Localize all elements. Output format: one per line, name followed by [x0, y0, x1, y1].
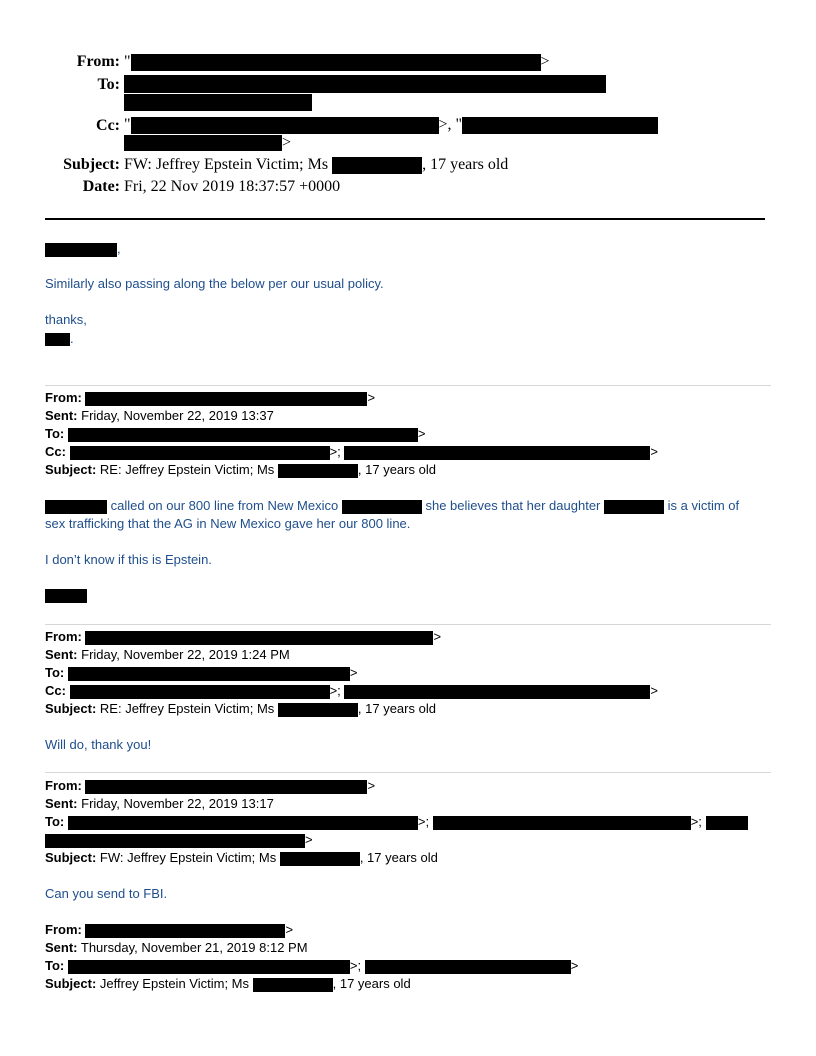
cc-label: Cc:	[96, 117, 120, 134]
redaction	[45, 500, 107, 514]
redaction	[85, 392, 367, 406]
redaction	[45, 333, 70, 346]
msg3-to: To: >; >;	[45, 814, 748, 830]
header-divider	[45, 218, 765, 220]
redaction	[278, 703, 358, 717]
msg1-sent: Sent: Friday, November 22, 2019 13:37	[45, 408, 274, 423]
msg1-body-line-2: sex trafficking that the AG in New Mexico gave her our 800 line.	[45, 516, 411, 531]
redaction	[344, 446, 650, 460]
redaction	[131, 117, 439, 134]
intro-line-2: thanks,	[45, 312, 87, 327]
msg3-from: From: >	[45, 778, 376, 793]
msg4-to: To: >; >	[45, 958, 579, 973]
msg2-to: To: >	[45, 665, 358, 680]
msg1-cc: Cc: >; >	[45, 444, 659, 459]
redaction	[342, 500, 422, 514]
redaction	[70, 685, 330, 699]
msg2-cc: Cc: >; >	[45, 683, 659, 698]
redaction	[68, 428, 418, 442]
msg2-subject: Subject: RE: Jeffrey Epstein Victim; Ms , 17 years old	[45, 701, 436, 716]
msg2-sent: Sent: Friday, November 22, 2019 1:24 PM	[45, 647, 290, 662]
msg1-subject: Subject: RE: Jeffrey Epstein Victim; Ms , 17 years old	[45, 462, 436, 477]
redaction	[85, 631, 433, 645]
redaction	[68, 960, 350, 974]
redaction	[344, 685, 650, 699]
redaction	[278, 464, 358, 478]
redaction	[604, 500, 664, 514]
msg4-sent: Sent: Thursday, November 21, 2019 8:12 PM	[45, 940, 308, 955]
msg2-body: Will do, thank you!	[45, 737, 152, 752]
msg1-from: From: >	[45, 390, 376, 405]
salutation: ,	[45, 241, 121, 257]
from-value: " >	[124, 53, 550, 70]
intro-line-1: Similarly also passing along the below per our usual policy.	[45, 276, 384, 291]
redaction	[124, 94, 312, 111]
msg4-from: From: >	[45, 922, 294, 937]
msg1-body-line-3: I don’t know if this is Epstein.	[45, 552, 212, 567]
msg1-body-line-1: called on our 800 line from New Mexico she believes that her daughter is a victim of	[45, 498, 739, 514]
cc-value: " >, "	[124, 116, 658, 134]
redaction	[85, 924, 285, 938]
redaction	[131, 54, 541, 71]
redaction	[253, 978, 333, 992]
redaction	[280, 852, 360, 866]
redaction	[68, 816, 418, 830]
redaction	[332, 157, 422, 174]
intro-signature: .	[45, 331, 74, 346]
msg4-subject: Subject: Jeffrey Epstein Victim; Ms , 17 years old	[45, 976, 411, 991]
cc-value-cont: >	[124, 134, 291, 152]
redaction	[462, 117, 658, 134]
redaction	[124, 135, 282, 151]
msg2-from: From: >	[45, 629, 442, 644]
redaction	[706, 816, 748, 830]
from-label: From:	[76, 53, 120, 70]
redaction	[45, 834, 305, 848]
to-label: To:	[97, 76, 120, 93]
redaction	[433, 816, 691, 830]
msg3-to-cont: >	[45, 832, 313, 848]
redaction	[68, 667, 350, 681]
redaction	[45, 243, 117, 257]
redaction	[70, 446, 330, 460]
msg3-sent: Sent: Friday, November 22, 2019 13:17	[45, 796, 274, 811]
redaction	[365, 960, 571, 974]
message-divider	[45, 385, 771, 386]
subject-value: FW: Jeffrey Epstein Victim; Ms , 17 years old	[124, 156, 509, 173]
message-divider	[45, 624, 771, 625]
msg3-subject: Subject: FW: Jeffrey Epstein Victim; Ms , 17 years old	[45, 850, 438, 865]
date-label: Date:	[82, 178, 120, 195]
redaction	[124, 75, 606, 93]
msg3-body: Can you send to FBI.	[45, 886, 168, 901]
redaction	[85, 780, 367, 794]
subject-label: Subject:	[63, 156, 120, 173]
msg1-to: To: >	[45, 426, 426, 441]
redaction	[45, 589, 87, 603]
message-divider	[45, 772, 771, 773]
date-value: Fri, 22 Nov 2019 18:37:57 +0000	[124, 178, 341, 195]
